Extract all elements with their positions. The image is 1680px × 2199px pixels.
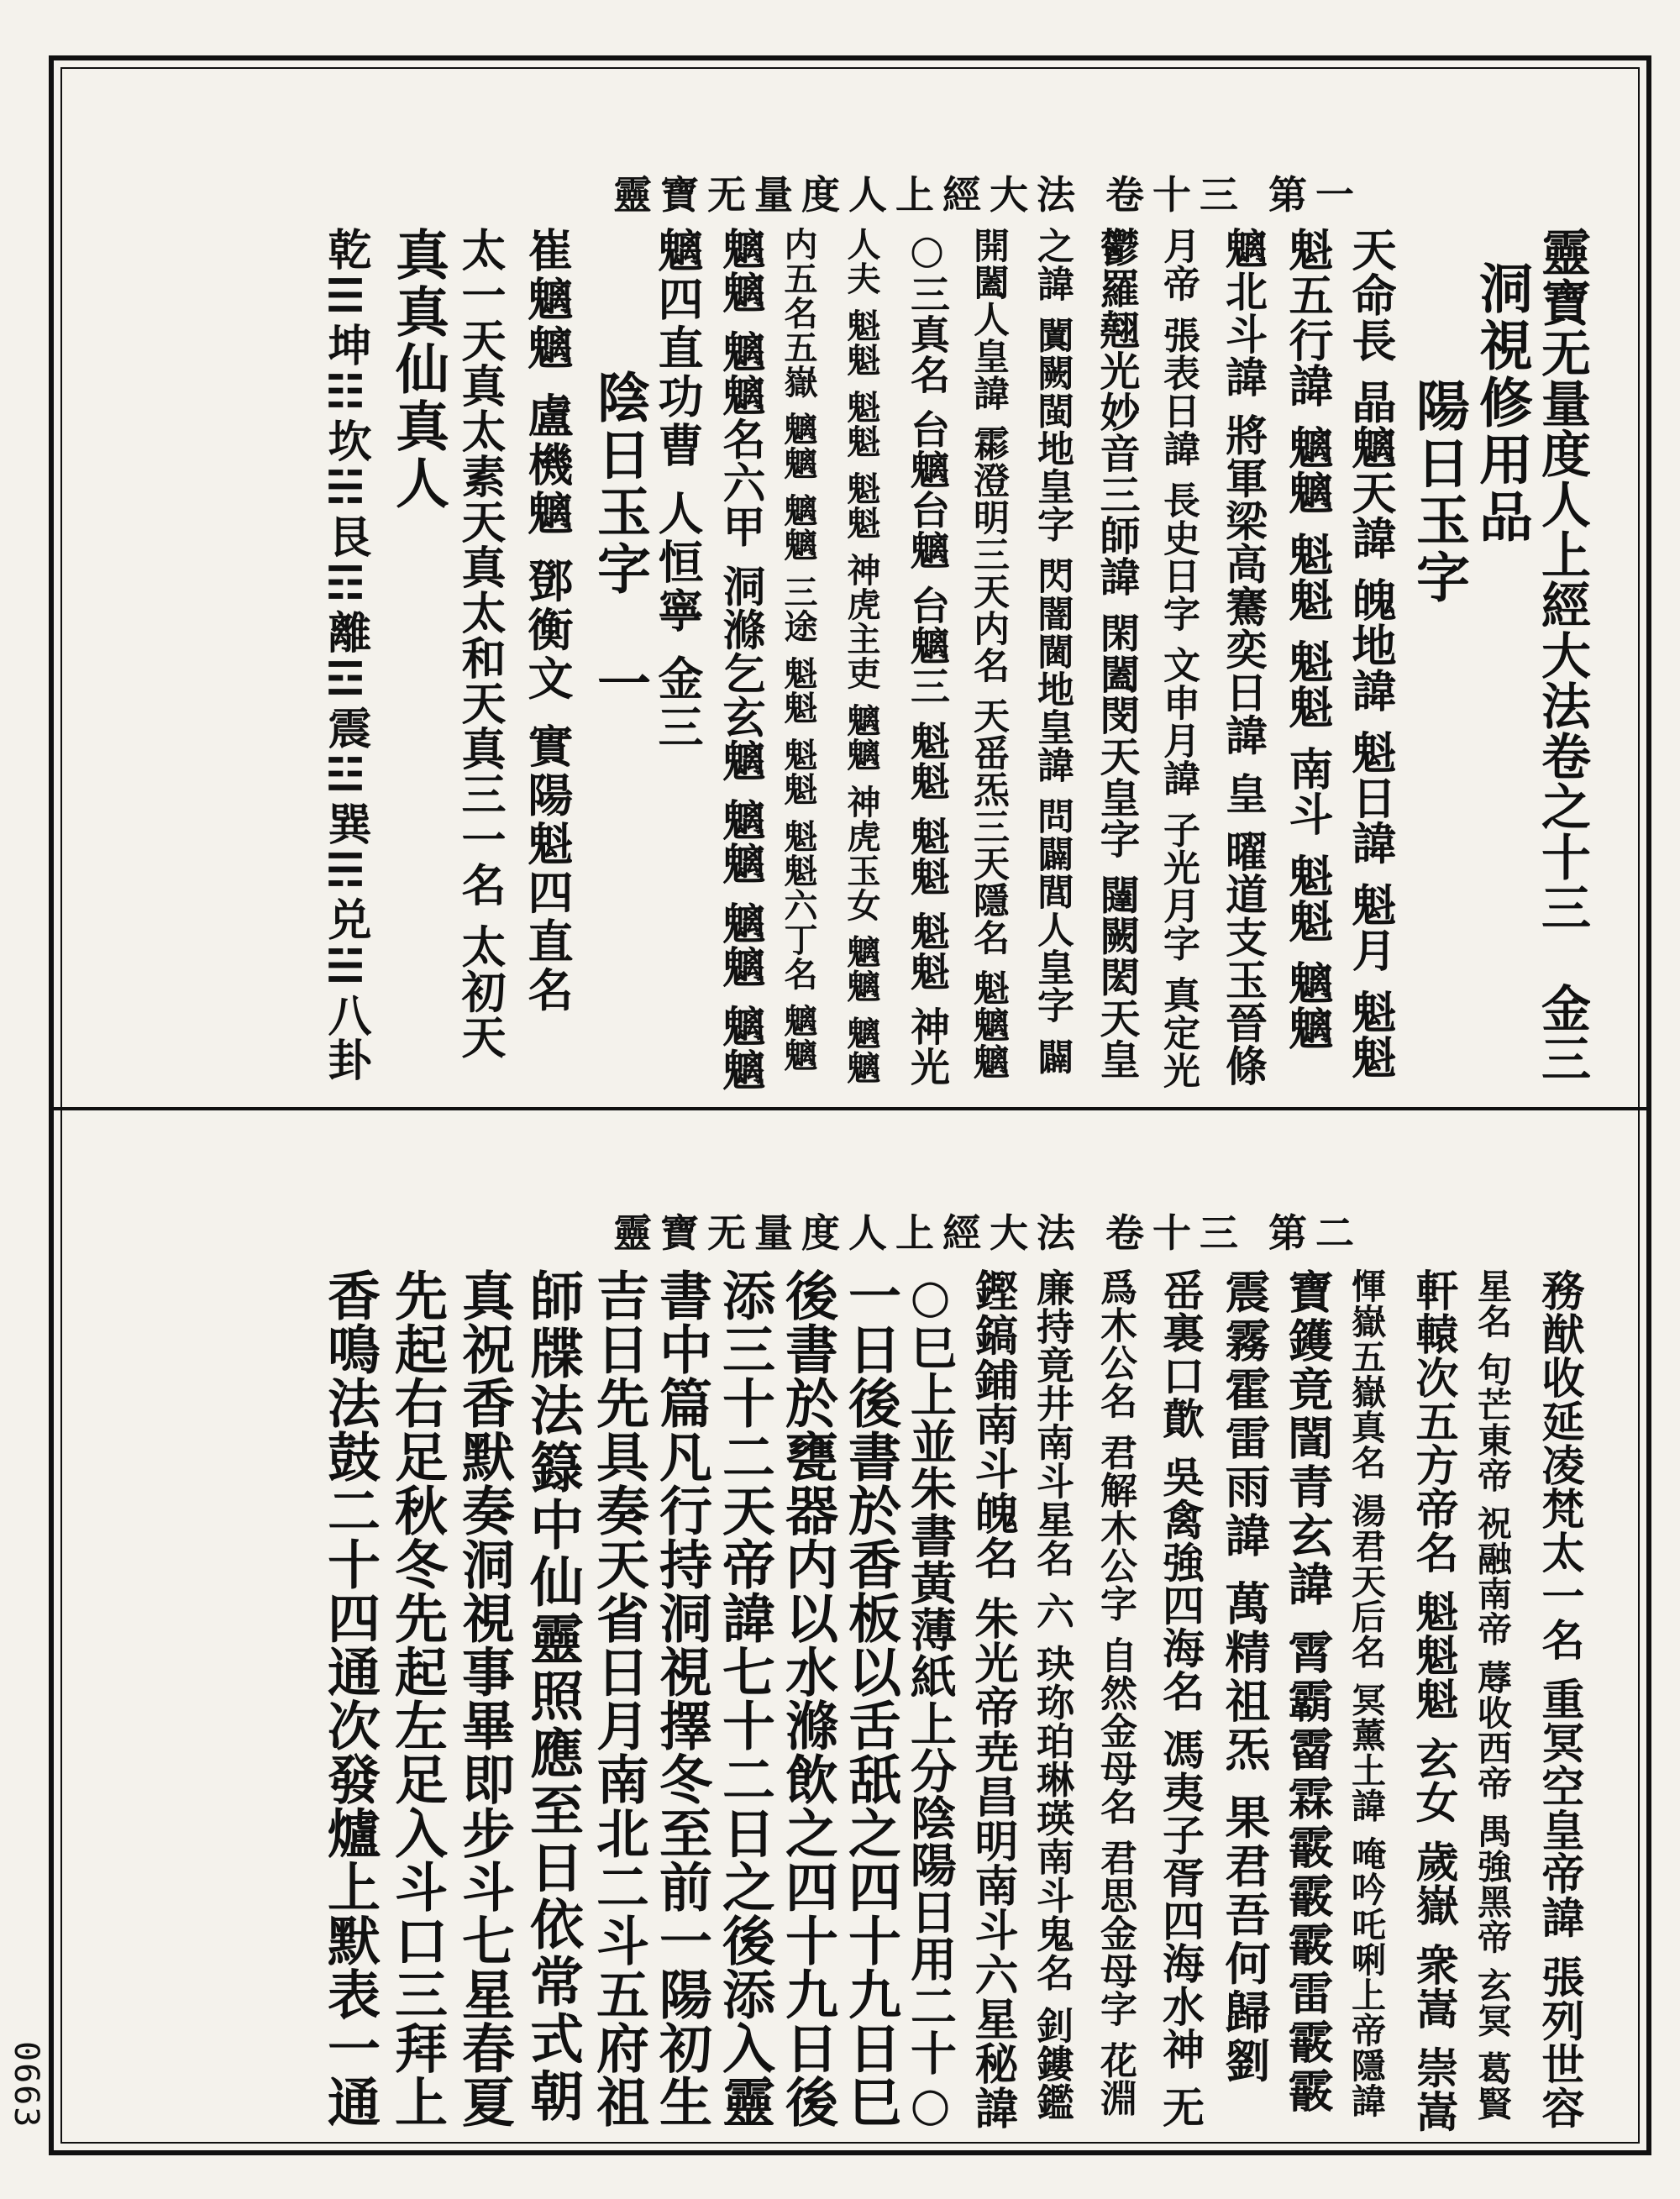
bottom-column-9: 廉持竟井南斗星名 六 玦珎珀琳瑛南斗鬼名 釗鏤鑑 <box>1030 1268 1074 2122</box>
bottom-column-8: 爲木公名 君解木公字 自然金母名 君思金母字 花淵 <box>1094 1268 1137 2118</box>
bottom-column-18: 真祝香默奏洞視事畢即步斗七星春夏 <box>454 1268 516 2128</box>
top-column-3: 陽日玉字 <box>1407 378 1470 606</box>
top-column-5: 魁五行諱 魑魑 魁魁 魁魁 南斗 魁魁 魑魑 <box>1282 227 1334 1051</box>
bottom-column-4: 惲嶽五嶽真名 湯君天后名 冥薰土諱 唵吟吒唎上帝隱諱 <box>1346 1268 1386 2118</box>
top-column-6: 魑北斗諱 將軍梁高騫奕日諱 皇 曜道支玉晉條 <box>1219 227 1268 1088</box>
bottom-column-16: 吉日先具奏天省日月南北二斗五府祖 <box>588 1268 650 2128</box>
bottom-column-5: 寶鑊竟誾青玄諱 霄霸霤霖霰霰霰雷霰霰 <box>1281 1268 1335 2116</box>
top-column-7: 月帝 張表日諱 長史日字 文申月諱 子光月字 真定光 <box>1157 227 1200 1089</box>
bottom-column-19: 先起右足秋冬先起左足入斗口三拜上 <box>386 1268 449 2128</box>
top-column-14: 魑魑 魑魑名六甲 洞滌乞玄魑 魑魑 魑魑 魑魑 <box>715 227 765 1092</box>
top-column-8: 鬱羅翹光妙音三師諱 閑闔閔天皇字 闥闕閎天皇 <box>1093 227 1140 1080</box>
bottom-column-13: 後書於甕器内以水滌飲之四十九日後 <box>777 1268 839 2128</box>
top-column-1: 靈寶无量度人上經大法卷之十三 金三 <box>1533 227 1591 1084</box>
bottom-column-15: 書中篇凡行持洞視擇冬至前一陽初生 <box>651 1268 713 2128</box>
top-column-19: 真真仙真人 <box>386 227 449 512</box>
top-column-20: 乾☰坤☷坎☵艮☶離☲震☳巽☴兑☱八卦 <box>320 227 371 1082</box>
top-column-17: 崔魑魑 盧機魑 鄧衡文 實陽魁四直名 <box>521 227 575 1016</box>
bottom-column-20: 香鳴法鼓二十四通次發爐上默表一通 <box>319 1268 381 2128</box>
top-panel-header: 靈寶无量度人上經大法 卷十三 第一 <box>613 172 1363 218</box>
bottom-column-3: 軒轅次五方帝名 魁魁魁 玄女 歲嶽 衆嵩 崇嵩 <box>1408 1268 1458 2133</box>
top-column-13: 内五名五嶽 魑魑 魑魑 三途 魁魁 魁魁 魁魁六丁名 魑魑 <box>779 227 818 1073</box>
top-column-2: 洞視修用品 <box>1470 260 1533 546</box>
top-column-15: 魑四直功曹 人恒寧 金三 <box>651 227 705 753</box>
top-column-10: 開闔人皇諱 霦澄明三天内名 天䍃炁三天隱名 魁魑魑 <box>968 227 1010 1080</box>
bottom-column-10: 鏗鎬鋪南斗魄名 朱光帝尭昌明南斗六星秘諱 <box>967 1268 1018 2131</box>
bottom-column-14: 添三十二天帝諱七十二日之後添入靈 <box>714 1268 776 2128</box>
page-number: 0663 <box>7 2041 45 2129</box>
top-column-11: ○三真名 台魑台魑 台魑三 魁魁 魁魁 魁魁 神光 <box>904 227 950 1088</box>
top-column-9: 之諱 闐闕閩地皇字 閃闇閫地皇諱 問闢閭人皇字 闢 <box>1031 227 1074 1076</box>
top-column-4: 天命長 晶魑天諱 魄地諱 魁日諱 魁月 魁魁 <box>1345 227 1397 1080</box>
bottom-column-2: 星名 句芒東帝 祝融南帝 蓐收西帝 禺強黑帝 玄冥 葛賢 <box>1472 1268 1512 2122</box>
bottom-column-7: 䍃裏口歕 吳禽強四海名 馮夷子胥四海水神 无 <box>1156 1268 1205 2129</box>
top-column-12: 人夫 魁魁 魁魁 魁魁 神虎主吏 魑魑 神虎玉女 魑魑 魑魑 <box>842 227 881 1085</box>
bottom-column-12: 一日後書於香板以舌舐之四十九日巳 <box>840 1268 902 2128</box>
bottom-column-6: 震霧霍雷雨諱 萬精祖炁 果君吾何歸劉 <box>1218 1268 1272 2086</box>
top-column-16: 陰日玉字 一 <box>588 370 651 712</box>
bottom-column-11: ○巳上並朱書黃薄紙上分陰陽日用二十○ <box>903 1268 958 2132</box>
bottom-column-1: 務猷收延凌梵太一名 重冥空皇帝諱 張列世容 <box>1534 1268 1584 2130</box>
top-column-18: 太一天真太素天真太和天真三一名 太初天 <box>454 227 507 1060</box>
bottom-column-17: 師牒法籙中仙靈照應至日依常式朝 <box>521 1268 584 2125</box>
panel-divider <box>49 1107 1651 1110</box>
bottom-panel-header: 靈寶无量度人上經大法 卷十三 第二 <box>613 1210 1363 1256</box>
